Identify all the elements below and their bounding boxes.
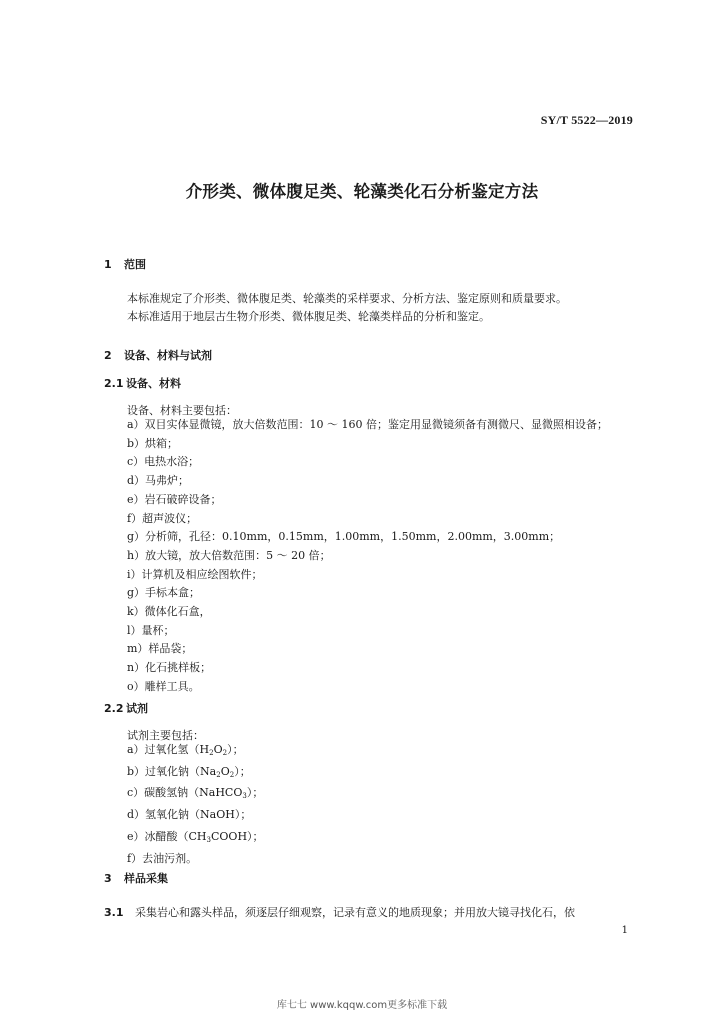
subsection-number: 3.1 — [104, 906, 124, 919]
list-item: l）量杯； — [127, 623, 175, 637]
section-title: 设备、材料与试剂 — [124, 349, 212, 362]
subsection-2-2-heading — [104, 700, 148, 716]
section-2-heading — [104, 347, 212, 363]
list-item: e）冰醋酸$(CH_3COOH)$； — [127, 829, 264, 844]
standard-code: SY/T 5522—2019 — [540, 113, 633, 127]
list-item: o）雕样工具。 — [127, 679, 200, 693]
subsection-title: 试剂 — [126, 702, 148, 715]
section-3-heading — [104, 870, 168, 886]
list-item: b）烘箱； — [127, 436, 179, 450]
paragraph-text: 采集岩心和露头样品，须逐层仔细观察，记录有意义的地质现象；并用放大镜寻找化石，依 — [135, 906, 575, 919]
list-item: c）碳酸氢钠（NaHCO$_3$）； — [127, 786, 264, 801]
subsection-number: 2.1 — [104, 377, 124, 390]
paragraph-3-1 — [104, 904, 575, 922]
section-number: 2 — [104, 349, 112, 362]
list-intro: 试剂主要包括： — [127, 729, 204, 742]
list-item: b）过氧化钠$(Na_2O_2)$； — [127, 764, 251, 779]
list-item: f）去油污剂。 — [127, 851, 198, 865]
list-item: f）超声波仪； — [127, 511, 198, 525]
list-item: h）放大镜，放大倍数范围：5 ～ 20 倍； — [127, 548, 331, 562]
subsection-2-1-heading — [104, 375, 181, 391]
page-number: 1 — [621, 925, 628, 936]
paragraph: 本标准规定了介形类、微体腹足类、轮藻类的采样要求、分析方法、鉴定原则和质量要求。 — [127, 292, 567, 305]
list-item: d）氢氧化钠（NaOH）； — [127, 808, 252, 822]
list-item: e）岩石破碎设备； — [127, 492, 222, 506]
reagent-list — [127, 741, 264, 871]
list-item: d）马弗炉； — [127, 474, 190, 488]
subsection-number: 2.2 — [104, 702, 124, 715]
equipment-list — [127, 416, 608, 697]
section-title: 样品采集 — [124, 872, 168, 885]
section-number: 1 — [104, 258, 112, 271]
list-item: n）化石挑样板； — [127, 661, 212, 675]
document-title: 介形类、微体腹足类、轮藻类化石分析鉴定方法 — [185, 182, 539, 201]
footer-watermark: 库七七 www.kqqw.com更多标准下载 — [276, 1000, 448, 1011]
list-item: i）计算机及相应绘图软件； — [127, 567, 263, 581]
list-item: a）双目实体显微镜，放大倍数范围：10 ～ 160 倍；鉴定用显微镜须备有测微尺、显微照相设备； — [127, 418, 609, 431]
subsection-title: 设备、材料 — [126, 377, 181, 390]
list-item: g）手标本盒； — [127, 586, 201, 600]
list-item: g）分析筛，孔径：0.10mm，0.15mm，1.00mm，1.50mm，2.00mm，3.00mm； — [127, 530, 561, 544]
list-item: m）样品袋； — [127, 642, 193, 656]
section-number: 3 — [104, 872, 112, 885]
list-item: c）电热水浴； — [127, 455, 200, 469]
paragraph: 本标准适用于地层古生物介形类、微体腹足类、轮藻类样品的分析和鉴定。 — [127, 310, 490, 323]
list-item: k）微体化石盒， — [127, 605, 211, 619]
section-title: 范围 — [124, 258, 146, 271]
section-1-heading — [104, 256, 146, 272]
list-intro: 设备、材料主要包括： — [127, 404, 237, 417]
list-item: a）过氧化氢$(H_2O_2)$； — [127, 743, 244, 757]
